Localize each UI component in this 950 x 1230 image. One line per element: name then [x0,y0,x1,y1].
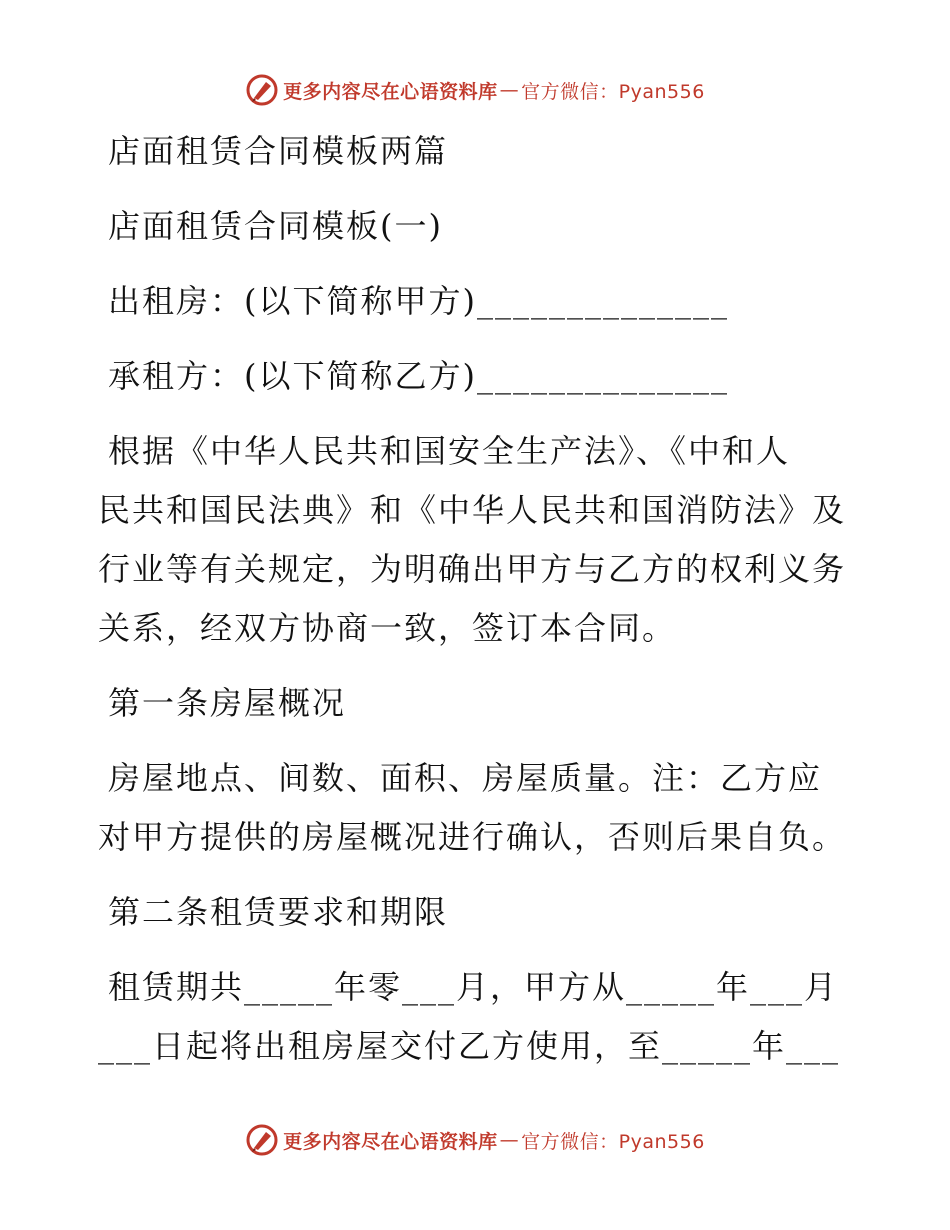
lessee-line: 承租方：(以下简称乙方)______________ [108,357,729,395]
watermark-header [0,70,950,110]
watermark-brand: 更多内容尽在心语资料库 [283,1130,498,1153]
lessor-line: 出租房：(以下简称甲方)______________ [108,282,729,320]
article2-title: 第二条租赁要求和期限 [108,893,449,931]
intro-line: 行业等有关规定，为明确出甲方与乙方的权利义务 [98,550,847,588]
watermark-footer [0,1120,950,1160]
pen-logo-icon [245,73,279,107]
pen-logo-icon [245,1123,279,1157]
document-body [98,122,858,1076]
intro-line: 民共和国民法典》和《中华人民共和国消防法》及 [98,491,847,529]
article2-body-line: ___日起将出租房屋交付乙方使用，至_____年___ [98,1027,841,1065]
watermark-contact: 官方微信：Pyan556 [521,1130,705,1153]
document-title: 店面租赁合同模板两篇 [108,132,449,170]
article2-body-line: 租赁期共_____年零___月，甲方从_____年___月 [108,968,839,1006]
watermark-dash: — [499,79,520,101]
article1-title: 第一条房屋概况 [108,684,347,722]
article1-body-line: 对甲方提供的房屋概况进行确认，否则后果自负。 [98,818,847,856]
watermark-dash: — [499,1129,520,1151]
document-subtitle: 店面租赁合同模板(一) [108,207,443,245]
intro-line: 关系，经双方协商一致，签订本合同。 [98,609,677,647]
watermark-contact: 官方微信：Pyan556 [521,80,705,103]
intro-line: 根据《中华人民共和国安全生产法》、《中和人 [108,432,791,470]
article1-body-line: 房屋地点、间数、面积、房屋质量。注：乙方应 [108,759,823,797]
watermark-brand: 更多内容尽在心语资料库 [283,80,498,103]
